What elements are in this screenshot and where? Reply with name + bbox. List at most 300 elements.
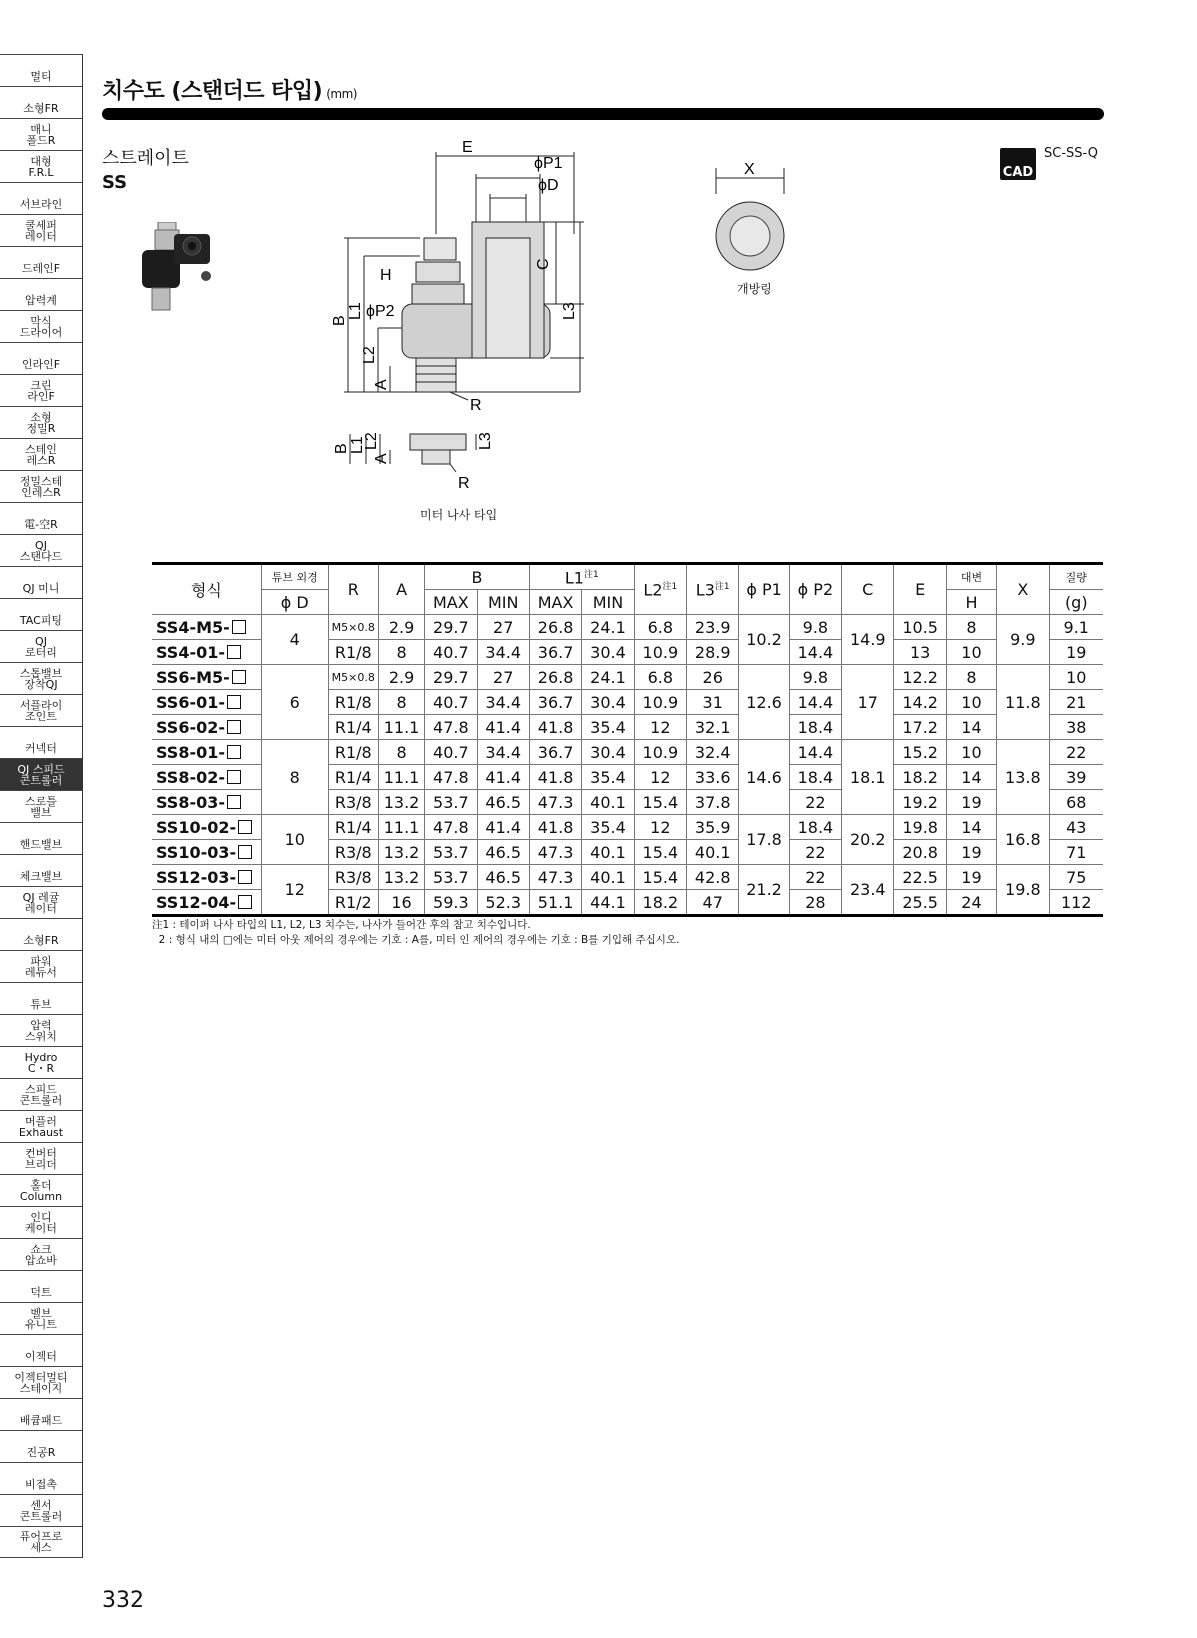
cell-r: R1/8 — [328, 740, 378, 765]
col-mass-bottom: (g) — [1049, 590, 1103, 615]
meter-label-r: R — [458, 475, 470, 492]
cell-model — [152, 790, 261, 815]
col-h-bottom: H — [946, 590, 996, 615]
cell-p2: 22 — [789, 865, 841, 890]
sidebar-item[interactable]: QJ 레귤 레이터 — [0, 886, 82, 918]
cell-p1: 17.8 — [739, 815, 789, 865]
spec-table-body — [152, 615, 1103, 916]
dim-label-b: B — [331, 315, 348, 326]
col-b-min: MIN — [477, 590, 529, 615]
cell-model — [152, 840, 261, 865]
col-l3-label: L3 — [695, 580, 715, 600]
cell-l2: 10.9 — [634, 690, 686, 715]
cell-tube-od: 10 — [261, 815, 328, 865]
cell-b-min: 46.5 — [477, 865, 529, 890]
col-p2: ϕ P2 — [789, 564, 841, 615]
sidebar-item[interactable]: 덕트 — [0, 1270, 82, 1302]
cell-l1-max: 41.8 — [529, 715, 581, 740]
cell-e: 25.5 — [894, 890, 946, 916]
sidebar-item[interactable]: 파워 레듀서 — [0, 950, 82, 982]
sidebar-item[interactable]: 스톱밸브 장착QJ — [0, 662, 82, 694]
cell-e: 17.2 — [894, 715, 946, 740]
col-l1-min: MIN — [582, 590, 634, 615]
option-box-icon — [227, 695, 241, 709]
col-tube-od-bottom: ϕ D — [261, 590, 328, 615]
cell-mass: 10 — [1049, 665, 1103, 690]
title-rule — [102, 108, 1104, 120]
cell-a: 13.2 — [378, 790, 424, 815]
cell-b-min: 46.5 — [477, 840, 529, 865]
sidebar-item[interactable]: QJ 미니 — [0, 566, 82, 598]
cell-mass: 112 — [1049, 890, 1103, 916]
footnotes — [152, 918, 679, 948]
option-box-icon — [232, 620, 246, 634]
cell-l3: 37.8 — [687, 790, 739, 815]
col-b: B — [425, 564, 530, 590]
cell-e: 19.8 — [894, 815, 946, 840]
cell-l1-max: 41.8 — [529, 815, 581, 840]
sidebar-item[interactable]: 튜브 — [0, 982, 82, 1014]
cell-b-max: 53.7 — [425, 790, 477, 815]
col-l3 — [687, 564, 739, 615]
cell-h: 19 — [946, 840, 996, 865]
cell-l3: 42.8 — [687, 865, 739, 890]
cell-r: R3/8 — [328, 790, 378, 815]
cell-a: 11.1 — [378, 715, 424, 740]
sidebar-item[interactable]: Hydro C・R — [0, 1046, 82, 1078]
cell-l2: 12 — [634, 715, 686, 740]
table-row — [152, 665, 1103, 690]
sidebar-item[interactable]: QJ 스탠다드 — [0, 534, 82, 566]
cell-p2: 9.8 — [789, 615, 841, 640]
cell-h: 14 — [946, 815, 996, 840]
sidebar-item[interactable]: 컨버터 브리더 — [0, 1142, 82, 1174]
cell-b-max: 53.7 — [425, 865, 477, 890]
page-title-unit: (mm) — [326, 87, 357, 101]
cell-e: 14.2 — [894, 690, 946, 715]
cell-e: 18.2 — [894, 765, 946, 790]
cell-l1-min: 40.1 — [582, 840, 634, 865]
cell-a: 13.2 — [378, 865, 424, 890]
sidebar-item[interactable]: 정밀스테 인레스R — [0, 470, 82, 502]
dim-label-e: E — [462, 139, 473, 156]
table-row — [152, 615, 1103, 640]
cell-tube-od: 6 — [261, 665, 328, 740]
ring-label-x: X — [744, 161, 755, 178]
footnote-2: 2 : 형식 내의 □에는 미터 아웃 제어의 경우에는 기호 : A를, 미터 인 제어의 경우에는 기호 : B를 기입해 주십시오. — [152, 934, 680, 946]
cell-l3: 32.4 — [687, 740, 739, 765]
cell-b-min: 34.4 — [477, 640, 529, 665]
cell-b-min: 41.4 — [477, 765, 529, 790]
option-box-icon — [238, 820, 252, 834]
cell-l3: 23.9 — [687, 615, 739, 640]
cell-c: 14.9 — [842, 615, 894, 665]
series-name: SS — [102, 172, 128, 193]
cell-e: 13 — [894, 640, 946, 665]
model-code: SS8-03- — [156, 792, 226, 812]
cell-b-min: 52.3 — [477, 890, 529, 916]
model-code: SS12-04- — [156, 892, 237, 912]
col-model: 형식 — [152, 564, 261, 615]
sidebar-item[interactable]: 매니 폴드R — [0, 118, 82, 150]
cell-l3: 33.6 — [687, 765, 739, 790]
cell-p2: 14.4 — [789, 690, 841, 715]
sidebar-item[interactable]: 머플러 Exhaust — [0, 1110, 82, 1142]
cell-r: R3/8 — [328, 865, 378, 890]
option-box-icon — [227, 720, 241, 734]
cad-icon[interactable]: CAD — [1000, 148, 1036, 180]
cell-p2: 28 — [789, 890, 841, 916]
table-row — [152, 740, 1103, 765]
cell-l3: 47 — [687, 890, 739, 916]
cell-l1-min: 35.4 — [582, 765, 634, 790]
cell-r: R1/8 — [328, 640, 378, 665]
sidebar — [0, 54, 83, 1558]
cell-h: 19 — [946, 865, 996, 890]
sidebar-item[interactable]: 스테인 레스R — [0, 438, 82, 470]
cell-e: 12.2 — [894, 665, 946, 690]
cell-a: 13.2 — [378, 840, 424, 865]
cell-l3: 28.9 — [687, 640, 739, 665]
cell-r: R1/2 — [328, 890, 378, 916]
sidebar-item[interactable]: 홀더 Column — [0, 1174, 82, 1206]
sidebar-item[interactable]: 소형FR — [0, 918, 82, 950]
cell-mass: 19 — [1049, 640, 1103, 665]
cell-l2: 15.4 — [634, 865, 686, 890]
sidebar-item[interactable]: 진공R — [0, 1430, 82, 1462]
cell-e: 20.8 — [894, 840, 946, 865]
option-box-icon — [227, 795, 241, 809]
product-photo — [138, 222, 218, 314]
cell-x: 11.8 — [997, 665, 1049, 740]
model-code: SS12-03- — [156, 867, 237, 887]
model-code: SS10-03- — [156, 842, 237, 862]
cell-p2: 22 — [789, 840, 841, 865]
col-r: R — [328, 564, 378, 615]
cell-a: 11.1 — [378, 815, 424, 840]
cell-h: 8 — [946, 615, 996, 640]
col-l2-label: L2 — [643, 580, 663, 600]
sidebar-item[interactable]: 막식 드라이어 — [0, 310, 82, 342]
cell-a: 2.9 — [378, 615, 424, 640]
sidebar-item[interactable]: QJ 로터리 — [0, 630, 82, 662]
cell-l1-min: 24.1 — [582, 615, 634, 640]
cell-r: R1/4 — [328, 765, 378, 790]
cell-l3: 31 — [687, 690, 739, 715]
dim-label-l2: L2 — [361, 346, 378, 364]
cell-p2: 14.4 — [789, 640, 841, 665]
cell-model — [152, 690, 261, 715]
cell-p1: 12.6 — [739, 665, 789, 740]
meter-caption: 미터 나사 타입 — [420, 508, 498, 522]
cell-r: R3/8 — [328, 840, 378, 865]
cell-l1-min: 40.1 — [582, 865, 634, 890]
cell-l2: 12 — [634, 815, 686, 840]
cell-e: 10.5 — [894, 615, 946, 640]
cell-mass: 43 — [1049, 815, 1103, 840]
cell-l3: 26 — [687, 665, 739, 690]
cell-b-max: 29.7 — [425, 665, 477, 690]
sidebar-item[interactable]: 이젝터 — [0, 1334, 82, 1366]
cell-l3: 35.9 — [687, 815, 739, 840]
cell-l2: 15.4 — [634, 840, 686, 865]
sidebar-item[interactable]: TAC피팅 — [0, 598, 82, 630]
option-box-icon — [227, 745, 241, 759]
cell-h: 24 — [946, 890, 996, 916]
cell-l1-min: 30.4 — [582, 690, 634, 715]
cell-mass: 39 — [1049, 765, 1103, 790]
cell-x: 19.8 — [997, 865, 1049, 916]
cell-b-min: 46.5 — [477, 790, 529, 815]
meter-label-l1: L1 — [349, 436, 366, 454]
sidebar-item[interactable]: 체크밸브 — [0, 854, 82, 886]
meter-label-l2: L2 — [363, 432, 380, 450]
cad-code: SC-SS-Q — [1044, 146, 1098, 161]
option-box-icon — [238, 870, 252, 884]
cell-a: 2.9 — [378, 665, 424, 690]
cell-p1: 21.2 — [739, 865, 789, 916]
cell-h: 10 — [946, 690, 996, 715]
col-h-top: 대변 — [946, 564, 996, 590]
cell-l1-max: 51.1 — [529, 890, 581, 916]
cell-h: 19 — [946, 790, 996, 815]
sidebar-item[interactable]: 센서 콘트롤러 — [0, 1494, 82, 1526]
sidebar-item[interactable]: 핸드밸브 — [0, 822, 82, 854]
cell-p2: 18.4 — [789, 715, 841, 740]
cell-b-min: 27 — [477, 665, 529, 690]
cell-e: 15.2 — [894, 740, 946, 765]
sidebar-item[interactable]: 퓨어프로 세스 — [0, 1526, 82, 1558]
dim-label-a: A — [373, 379, 390, 390]
sidebar-item[interactable]: 이젝터멀티 스테이지 — [0, 1366, 82, 1398]
cell-model — [152, 715, 261, 740]
cell-l1-max: 26.8 — [529, 665, 581, 690]
col-l1-note: 注1 — [583, 569, 599, 580]
cell-h: 14 — [946, 765, 996, 790]
cell-r: M5×0.8 — [328, 665, 378, 690]
sidebar-item[interactable]: 스피드 콘트롤러 — [0, 1078, 82, 1110]
cell-model — [152, 865, 261, 890]
col-l3-note: 注1 — [714, 582, 730, 593]
cell-l1-max: 36.7 — [529, 690, 581, 715]
cell-l1-max: 47.3 — [529, 865, 581, 890]
option-box-icon — [232, 670, 246, 684]
page-title-text: 치수도 (스탠더드 타입) — [102, 79, 323, 104]
model-code: SS4-M5- — [156, 617, 230, 637]
cell-model — [152, 890, 261, 916]
cell-tube-od: 4 — [261, 615, 328, 665]
cell-e: 19.2 — [894, 790, 946, 815]
option-box-icon — [227, 645, 241, 659]
dim-label-c: C — [535, 258, 552, 270]
cell-p2: 9.8 — [789, 665, 841, 690]
dim-label-p2: ϕP2 — [366, 303, 395, 320]
sidebar-item[interactable]: QJ 스피드 콘트롤러 — [0, 758, 82, 790]
cell-model — [152, 640, 261, 665]
sidebar-item[interactable]: 서플라이 조인트 — [0, 694, 82, 726]
sidebar-item[interactable]: 배큠패드 — [0, 1398, 82, 1430]
page-title — [102, 74, 357, 105]
spec-table — [152, 562, 1103, 917]
cell-b-max: 40.7 — [425, 740, 477, 765]
cell-l1-min: 44.1 — [582, 890, 634, 916]
cell-x: 16.8 — [997, 815, 1049, 865]
table-row — [152, 815, 1103, 840]
cell-p2: 18.4 — [789, 815, 841, 840]
col-b-max: MAX — [425, 590, 477, 615]
option-box-icon — [238, 895, 252, 909]
cell-mass: 38 — [1049, 715, 1103, 740]
cell-l1-min: 24.1 — [582, 665, 634, 690]
sidebar-item[interactable]: 쇼크 압쇼바 — [0, 1238, 82, 1270]
cell-x: 13.8 — [997, 740, 1049, 815]
sidebar-item[interactable]: 電-空R — [0, 502, 82, 534]
cell-a: 11.1 — [378, 765, 424, 790]
cell-model — [152, 815, 261, 840]
cell-l1-max: 36.7 — [529, 740, 581, 765]
cell-r: M5×0.8 — [328, 615, 378, 640]
dim-label-p1: ϕP1 — [534, 155, 563, 172]
col-l1-max: MAX — [529, 590, 581, 615]
sidebar-item[interactable]: 스로틀 밸브 — [0, 790, 82, 822]
sidebar-item[interactable]: 서브라인 — [0, 182, 82, 214]
table-row — [152, 865, 1103, 890]
model-code: SS6-M5- — [156, 667, 230, 687]
cell-c: 18.1 — [842, 740, 894, 815]
sidebar-item[interactable]: 인라인F — [0, 342, 82, 374]
dimension-drawing — [330, 138, 660, 518]
cell-l2: 18.2 — [634, 890, 686, 916]
page-number: 332 — [102, 1588, 144, 1613]
sidebar-item[interactable]: 벨브 유니트 — [0, 1302, 82, 1334]
col-e: E — [894, 564, 946, 615]
cell-mass: 68 — [1049, 790, 1103, 815]
model-code: SS8-01- — [156, 742, 226, 762]
model-code: SS8-02- — [156, 767, 226, 787]
cell-b-min: 41.4 — [477, 815, 529, 840]
cell-a: 8 — [378, 740, 424, 765]
cell-b-max: 59.3 — [425, 890, 477, 916]
sidebar-item[interactable]: 소형 정밀R — [0, 406, 82, 438]
footnote-1: 注1 : 테이퍼 나사 타입의 L1, L2, L3 치수는, 나사가 들어간 후의 참고 치수입니다. — [152, 919, 531, 931]
cell-l2: 10.9 — [634, 740, 686, 765]
sidebar-item[interactable]: 크린 라인F — [0, 374, 82, 406]
cell-b-min: 34.4 — [477, 740, 529, 765]
cell-l2: 6.8 — [634, 665, 686, 690]
dim-label-d: ϕD — [538, 177, 559, 194]
sidebar-item[interactable]: 멀티 — [0, 54, 82, 86]
cell-a: 8 — [378, 640, 424, 665]
cell-l1-min: 35.4 — [582, 715, 634, 740]
cell-b-max: 47.8 — [425, 815, 477, 840]
option-box-icon — [238, 845, 252, 859]
cell-l2: 6.8 — [634, 615, 686, 640]
col-c: C — [842, 564, 894, 615]
sidebar-item[interactable]: 쿨세퍼 레이터 — [0, 214, 82, 246]
cell-c: 17 — [842, 665, 894, 740]
sidebar-item[interactable]: 인디 케이터 — [0, 1206, 82, 1238]
col-x: X — [997, 564, 1049, 615]
cell-r: R1/4 — [328, 815, 378, 840]
cell-p2: 14.4 — [789, 740, 841, 765]
cell-l1-max: 36.7 — [529, 640, 581, 665]
model-code: SS10-02- — [156, 817, 237, 837]
cell-mass: 9.1 — [1049, 615, 1103, 640]
cell-b-max: 40.7 — [425, 640, 477, 665]
col-tube-od-top: 튜브 외경 — [261, 564, 328, 590]
cell-mass: 71 — [1049, 840, 1103, 865]
cell-l1-min: 35.4 — [582, 815, 634, 840]
cell-h: 14 — [946, 715, 996, 740]
cell-c: 20.2 — [842, 815, 894, 865]
dim-label-r: R — [470, 397, 482, 414]
cell-b-min: 34.4 — [477, 690, 529, 715]
sidebar-item[interactable]: 드레인F — [0, 246, 82, 278]
cell-h: 10 — [946, 640, 996, 665]
cell-p1: 10.2 — [739, 615, 789, 665]
cell-p1: 14.6 — [739, 740, 789, 815]
sidebar-item[interactable]: 압력 스위치 — [0, 1014, 82, 1046]
cell-mass: 75 — [1049, 865, 1103, 890]
cell-b-max: 47.8 — [425, 715, 477, 740]
cell-p2: 18.4 — [789, 765, 841, 790]
sidebar-item[interactable]: 소형FR — [0, 86, 82, 118]
cell-b-max: 53.7 — [425, 840, 477, 865]
cell-mass: 22 — [1049, 740, 1103, 765]
col-p1: ϕ P1 — [739, 564, 789, 615]
cell-l1-max: 41.8 — [529, 765, 581, 790]
sidebar-item[interactable]: 압력계 — [0, 278, 82, 310]
model-code: SS6-02- — [156, 717, 226, 737]
cell-l3: 40.1 — [687, 840, 739, 865]
cell-b-max: 47.8 — [425, 765, 477, 790]
cell-a: 16 — [378, 890, 424, 916]
col-l2-note: 注1 — [662, 582, 678, 593]
cell-l1-max: 26.8 — [529, 615, 581, 640]
cell-l1-max: 47.3 — [529, 840, 581, 865]
cell-l1-min: 30.4 — [582, 740, 634, 765]
release-ring-drawing — [710, 158, 790, 278]
col-l2 — [634, 564, 686, 615]
cell-model — [152, 765, 261, 790]
cell-h: 10 — [946, 740, 996, 765]
cell-l2: 10.9 — [634, 640, 686, 665]
col-mass-top: 질량 — [1049, 564, 1103, 590]
cell-h: 8 — [946, 665, 996, 690]
dim-label-h: H — [380, 267, 392, 284]
cell-l2: 12 — [634, 765, 686, 790]
sidebar-item[interactable]: 커넥터 — [0, 726, 82, 758]
meter-label-b: B — [333, 443, 350, 454]
cell-l1-min: 40.1 — [582, 790, 634, 815]
cell-model — [152, 740, 261, 765]
cell-b-max: 40.7 — [425, 690, 477, 715]
cell-model — [152, 615, 261, 640]
cell-b-min: 41.4 — [477, 715, 529, 740]
cell-c: 23.4 — [842, 865, 894, 916]
cell-l1-min: 30.4 — [582, 640, 634, 665]
cell-tube-od: 8 — [261, 740, 328, 815]
section-subtitle: 스트레이트 — [102, 148, 189, 169]
cell-l3: 32.1 — [687, 715, 739, 740]
sidebar-item[interactable]: 대형 F.R.L — [0, 150, 82, 182]
cell-b-max: 29.7 — [425, 615, 477, 640]
option-box-icon — [227, 770, 241, 784]
cell-p2: 22 — [789, 790, 841, 815]
sidebar-item[interactable]: 비접촉 — [0, 1462, 82, 1494]
model-code: SS6-01- — [156, 692, 226, 712]
cell-mass: 21 — [1049, 690, 1103, 715]
